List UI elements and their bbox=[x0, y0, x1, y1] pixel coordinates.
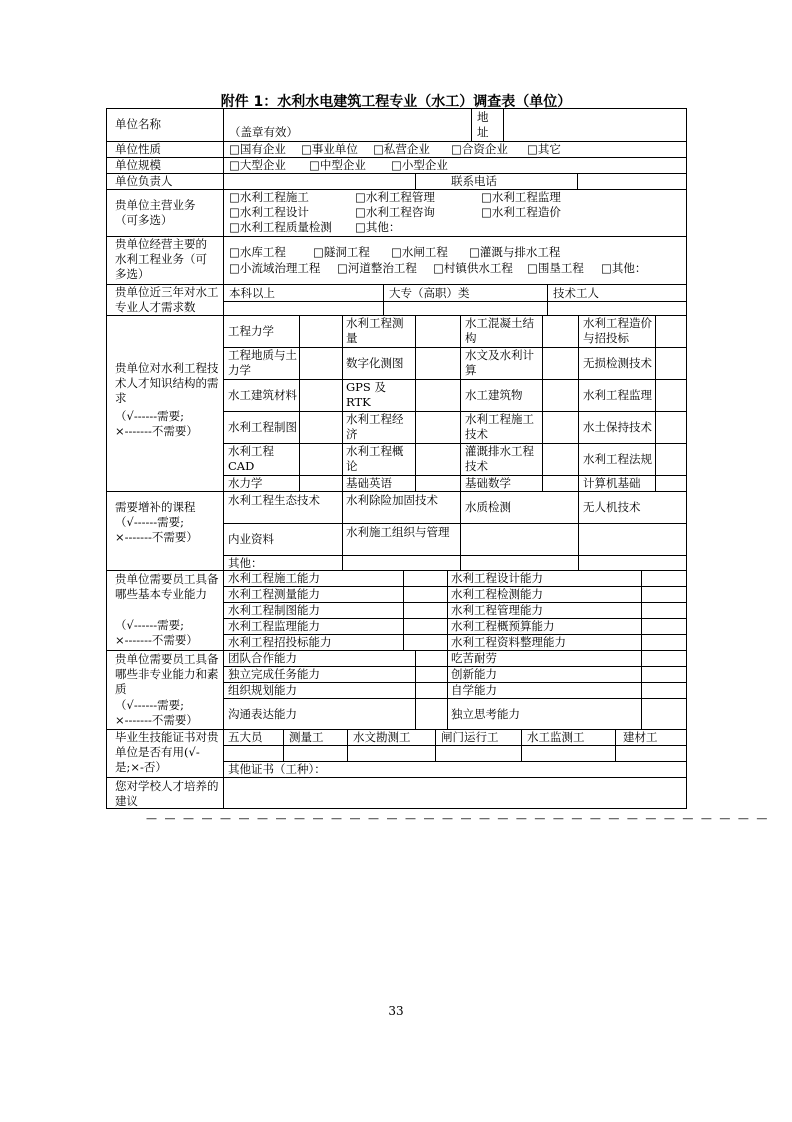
label-column-divider bbox=[223, 109, 224, 808]
nature-option[interactable]: □合资企业 bbox=[451, 142, 508, 156]
engineering-option[interactable]: □小流域治理工程 bbox=[229, 261, 321, 275]
soft-legend-yes: （√------需要; bbox=[115, 698, 185, 712]
knowledge-item: 无损检测技术 bbox=[583, 355, 652, 370]
business-option[interactable]: □水利工程设计 bbox=[229, 205, 309, 219]
col-divider bbox=[641, 570, 642, 650]
suggestion-field[interactable] bbox=[224, 778, 685, 808]
suggestion-label: 您对学校人才培养的建议 bbox=[115, 779, 219, 808]
knowledge-item: 灌溉排水工程技术 bbox=[465, 444, 534, 473]
knowledge-item: 水土保持技术 bbox=[583, 419, 652, 434]
col-divider bbox=[447, 650, 448, 729]
knowledge-item: 水利工程监理 bbox=[583, 387, 652, 402]
row-divider bbox=[107, 650, 686, 651]
knowledge-item: 水工建筑材料 bbox=[228, 387, 297, 402]
nature-option[interactable]: □事业单位 bbox=[301, 142, 358, 156]
engineering-option[interactable]: □水库工程 bbox=[229, 245, 286, 259]
certificate-item: 建材工 bbox=[623, 730, 658, 744]
knowledge-item: 水利工程施工技术 bbox=[465, 412, 534, 441]
manager-field[interactable] bbox=[224, 174, 414, 188]
business-option[interactable]: □水利工程造价 bbox=[481, 205, 561, 219]
soft-ability-item: 独立思考能力 bbox=[451, 707, 520, 721]
row-divider bbox=[107, 570, 686, 571]
knowledge-item: 水文及水利计算 bbox=[465, 348, 534, 377]
demand-header-bachelor: 本科以上 bbox=[229, 286, 275, 300]
knowledge-item: 工程力学 bbox=[228, 323, 274, 338]
knowledge-item: 水利工程法规 bbox=[583, 451, 652, 466]
knowledge-item: 水利工程概论 bbox=[346, 444, 404, 473]
col-divider bbox=[415, 650, 416, 729]
soft-ability-item: 创新能力 bbox=[451, 667, 497, 681]
soft-ability-item: 吃苦耐劳 bbox=[451, 651, 497, 665]
form-title: 附件 1：水利水电建筑工程专业（水工）调查表（单位） bbox=[220, 94, 572, 110]
course-item: 水利除险加固技术 bbox=[346, 493, 438, 507]
col-divider bbox=[342, 315, 343, 570]
course-item: 水质检测 bbox=[465, 500, 511, 514]
col-divider bbox=[471, 109, 472, 141]
course-item: 水利工程生态技术 bbox=[228, 493, 320, 507]
scale-option[interactable]: □中型企业 bbox=[309, 158, 366, 172]
col-divider bbox=[383, 284, 384, 315]
business-option[interactable]: □水利工程质量检测 bbox=[229, 220, 332, 234]
demand-header-college: 大专（高职）类 bbox=[389, 286, 470, 300]
soft-ability-item: 沟通表达能力 bbox=[228, 707, 297, 721]
nature-label: 单位性质 bbox=[115, 142, 161, 156]
knowledge-legend-no: ×-------不需要） bbox=[115, 424, 198, 438]
ability-item: 水利工程资料整理能力 bbox=[451, 635, 566, 649]
business-option[interactable]: □水利工程监理 bbox=[481, 190, 561, 204]
courses-legend-yes: （√------需要; bbox=[115, 515, 185, 529]
col-divider bbox=[542, 315, 543, 491]
business-option[interactable]: □水利工程施工 bbox=[229, 190, 309, 204]
soft-ability-item: 独立完成任务能力 bbox=[228, 667, 320, 681]
knowledge-item: 工程地质与土力学 bbox=[228, 348, 297, 377]
engineering-option[interactable]: □河道整治工程 bbox=[337, 261, 417, 275]
certificate-item: 闸门运行工 bbox=[441, 730, 499, 744]
knowledge-item: 水工混凝土结构 bbox=[465, 316, 534, 345]
nature-option[interactable]: □国有企业 bbox=[229, 142, 286, 156]
knowledge-item: 水工建筑物 bbox=[465, 387, 523, 402]
soft-legend-no: ×-------不需要） bbox=[115, 713, 198, 727]
business-option[interactable]: □水利工程管理 bbox=[355, 190, 435, 204]
business-option[interactable]: □水利工程咨询 bbox=[355, 205, 435, 219]
unit-name-label: 单位名称 bbox=[115, 117, 161, 131]
certificates-label: 毕业生技能证书对贵单位是否有用(√-是;×-否） bbox=[115, 730, 219, 774]
col-divider bbox=[283, 729, 284, 761]
engineering-option[interactable]: □围垦工程 bbox=[527, 261, 584, 275]
row-divider bbox=[223, 745, 686, 746]
col-divider bbox=[521, 729, 522, 761]
ability-item: 水利工程监理能力 bbox=[228, 619, 320, 633]
knowledge-item: 水利工程测量 bbox=[346, 316, 404, 345]
col-divider bbox=[415, 315, 416, 491]
soft-ability-item: 组织规划能力 bbox=[228, 683, 297, 697]
survey-table bbox=[106, 108, 687, 809]
engineering-option[interactable]: □水闸工程 bbox=[391, 245, 448, 259]
col-divider bbox=[435, 729, 436, 761]
certificate-item: 水工监测工 bbox=[527, 730, 585, 744]
nature-option[interactable]: □其它 bbox=[527, 142, 561, 156]
row-divider bbox=[223, 301, 686, 302]
knowledge-item: 水利工程制图 bbox=[228, 419, 297, 434]
col-divider bbox=[615, 729, 616, 761]
ability-item: 水利工程制图能力 bbox=[228, 603, 320, 617]
certificate-item: 测量工 bbox=[289, 730, 324, 744]
address-label: 地址 bbox=[477, 110, 489, 139]
basic-legend-no: ×-------不需要） bbox=[115, 633, 198, 647]
row-divider bbox=[223, 523, 686, 524]
knowledge-item: 水力学 bbox=[228, 475, 263, 490]
col-divider bbox=[547, 284, 548, 315]
col-divider bbox=[299, 315, 300, 491]
talent-demand-label: 贵单位近三年对水工专业人才需求数 bbox=[115, 285, 219, 314]
seal-note: （盖章有效） bbox=[229, 125, 298, 139]
basic-abilities-label: 贵单位需要员工具备哪些基本专业能力 bbox=[115, 572, 219, 601]
knowledge-item: 计算机基础 bbox=[583, 475, 641, 490]
soft-ability-item: 自学能力 bbox=[451, 683, 497, 697]
knowledge-item: 数字化测图 bbox=[346, 355, 404, 370]
ability-item: 水利工程概预算能力 bbox=[451, 619, 555, 633]
ability-item: 水利工程设计能力 bbox=[451, 571, 543, 585]
ability-item: 水利工程检测能力 bbox=[451, 587, 543, 601]
knowledge-item: 水利工程造价与招投标 bbox=[583, 316, 652, 345]
manager-label: 单位负责人 bbox=[115, 174, 173, 188]
knowledge-item: 水利工程经济 bbox=[346, 412, 404, 441]
scale-label: 单位规模 bbox=[115, 158, 161, 172]
col-divider bbox=[641, 650, 642, 729]
other-certificate-label: 其他证书（工种）： bbox=[228, 762, 326, 776]
col-divider bbox=[460, 315, 461, 570]
basic-legend-yes: （√------需要; bbox=[115, 618, 185, 632]
engineering-option[interactable]: □灌溉与排水工程 bbox=[469, 245, 561, 259]
ability-item: 水利工程招投标能力 bbox=[228, 635, 332, 649]
demand-header-worker: 技术工人 bbox=[553, 286, 599, 300]
main-business-label: 贵单位主营业务（可多选） bbox=[115, 198, 196, 227]
knowledge-label: 贵单位对水利工程技术人才知识结构的需求 bbox=[115, 361, 219, 405]
phone-field[interactable] bbox=[578, 174, 685, 188]
certificate-item: 水文勘测工 bbox=[353, 730, 411, 744]
courses-other-label: 其他： bbox=[228, 556, 263, 570]
scale-option[interactable]: □小型企业 bbox=[391, 158, 448, 172]
ability-item: 水利工程施工能力 bbox=[228, 571, 320, 585]
ability-item: 水利工程管理能力 bbox=[451, 603, 543, 617]
business-option[interactable]: □其他： bbox=[355, 220, 401, 234]
knowledge-item: 基础数学 bbox=[465, 475, 511, 490]
col-divider bbox=[578, 315, 579, 570]
course-item: 无人机技术 bbox=[583, 500, 641, 514]
engineering-option[interactable]: □村镇供水工程 bbox=[433, 261, 513, 275]
knowledge-item: GPS 及 RTK bbox=[346, 380, 386, 409]
phone-label: 联系电话 bbox=[451, 174, 497, 188]
engineering-option[interactable]: □其他： bbox=[601, 261, 647, 275]
courses-label: 需要增补的课程 bbox=[115, 500, 196, 514]
row-divider bbox=[223, 698, 686, 699]
row-divider bbox=[223, 555, 686, 556]
course-item: 水利施工组织与管理 bbox=[346, 525, 450, 539]
knowledge-legend-yes: （√------需要; bbox=[115, 409, 185, 423]
soft-ability-item: 团队合作能力 bbox=[228, 651, 297, 665]
col-divider bbox=[347, 729, 348, 761]
knowledge-item: 水利工程CAD bbox=[228, 444, 274, 473]
nature-option[interactable]: □私营企业 bbox=[373, 142, 430, 156]
courses-legend-no: ×-------不需要） bbox=[115, 530, 198, 544]
cut-line: — — — — — — — — — — — — — — — — — — — — — — — — — — — — — — — — — — bbox=[146, 812, 770, 825]
knowledge-item: 基础英语 bbox=[346, 475, 392, 490]
address-field[interactable] bbox=[504, 110, 684, 140]
col-divider bbox=[415, 173, 416, 189]
col-divider bbox=[447, 570, 448, 650]
page-number: 33 bbox=[388, 1004, 404, 1018]
soft-abilities-label: 贵单位需要员工具备哪些非专业能力和素质 bbox=[115, 652, 219, 696]
engineering-option[interactable]: □隧洞工程 bbox=[313, 245, 370, 259]
course-item: 内业资料 bbox=[228, 532, 274, 546]
row-divider bbox=[107, 491, 686, 492]
col-divider bbox=[403, 570, 404, 650]
scale-option[interactable]: □大型企业 bbox=[229, 158, 286, 172]
certificate-item: 五大员 bbox=[228, 730, 263, 744]
ability-item: 水利工程测量能力 bbox=[228, 587, 320, 601]
engineering-business-label: 贵单位经营主要的水利工程业务（可多选） bbox=[115, 237, 207, 281]
